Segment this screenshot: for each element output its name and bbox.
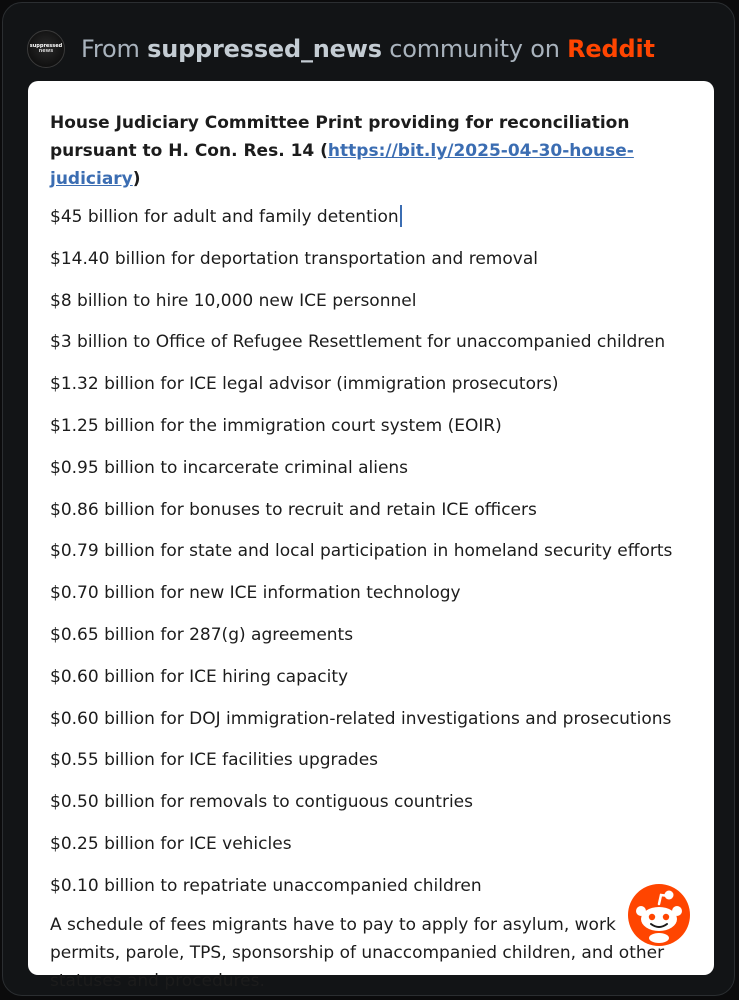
list-item	[50, 205, 714, 228]
list-item: $0.70 billion for new ICE information technology	[50, 583, 461, 604]
list-item: $0.60 billion for DOJ immigration-related investigations and prosecutions	[50, 708, 672, 729]
list-item: $0.10 billion to repatriate unaccompanied children	[50, 875, 482, 896]
list-item: $0.50 billion for removals to contiguous countries	[50, 792, 473, 813]
post-content-card	[28, 81, 714, 991]
community-name-link[interactable]: suppressed_news	[147, 35, 382, 63]
header-source-text	[81, 35, 655, 63]
list-item: $0.55 billion for ICE facilities upgrades	[50, 750, 379, 771]
post-title	[50, 109, 700, 193]
post-frame	[2, 2, 735, 996]
avatar-text-top: suppressed	[29, 42, 63, 49]
header-prefix: From	[81, 35, 140, 63]
list-item: $1.25 billion for the immigration court system (EOIR)	[50, 415, 502, 436]
text-cursor	[400, 205, 402, 227]
fees-paragraph: A schedule of fees migrants have to pay to apply for asylum, work permits, parole, TPS, sponsorship of unaccompanied children, and other statuses and procedures.	[50, 914, 665, 991]
avatar-text-bottom: news	[38, 48, 54, 54]
title-link[interactable]: https://bit.ly/2025-04-30-house-judiciary	[50, 141, 634, 189]
list-item: $0.79 billion for state and local participation in homeland security efforts	[50, 541, 673, 562]
list-item: $0.25 billion for ICE vehicles	[50, 833, 292, 854]
list-item: $8 billion to hire 10,000 new ICE personnel	[50, 290, 417, 311]
reddit-site-link[interactable]: Reddit	[567, 35, 655, 63]
list-item: $0.95 billion to incarcerate criminal aliens	[50, 457, 409, 478]
list-item-text: $45 billion for adult and family detention	[50, 207, 399, 227]
list-item: $1.32 billion for ICE legal advisor (immigration prosecutors)	[50, 374, 559, 395]
list-item: $14.40 billion for deportation transportation and removal	[50, 248, 538, 269]
list-item: $3 billion to Office of Refugee Resettlement for unaccompanied children	[50, 332, 666, 353]
reddit-snoo-icon[interactable]	[627, 883, 691, 947]
title-text: House Judiciary Committee Print providing for reconciliation pursuant to H. Con. Res. 14 (	[50, 113, 630, 161]
list-item: $0.65 billion for 287(g) agreements	[50, 624, 354, 645]
post-header	[27, 29, 655, 69]
list-item: $0.60 billion for ICE hiring capacity	[50, 666, 349, 687]
title-close: )	[132, 169, 141, 189]
community-avatar-icon[interactable]	[27, 30, 65, 68]
list-item: $0.86 billion for bonuses to recruit and retain ICE officers	[50, 499, 537, 520]
header-middle: community on	[389, 35, 560, 63]
